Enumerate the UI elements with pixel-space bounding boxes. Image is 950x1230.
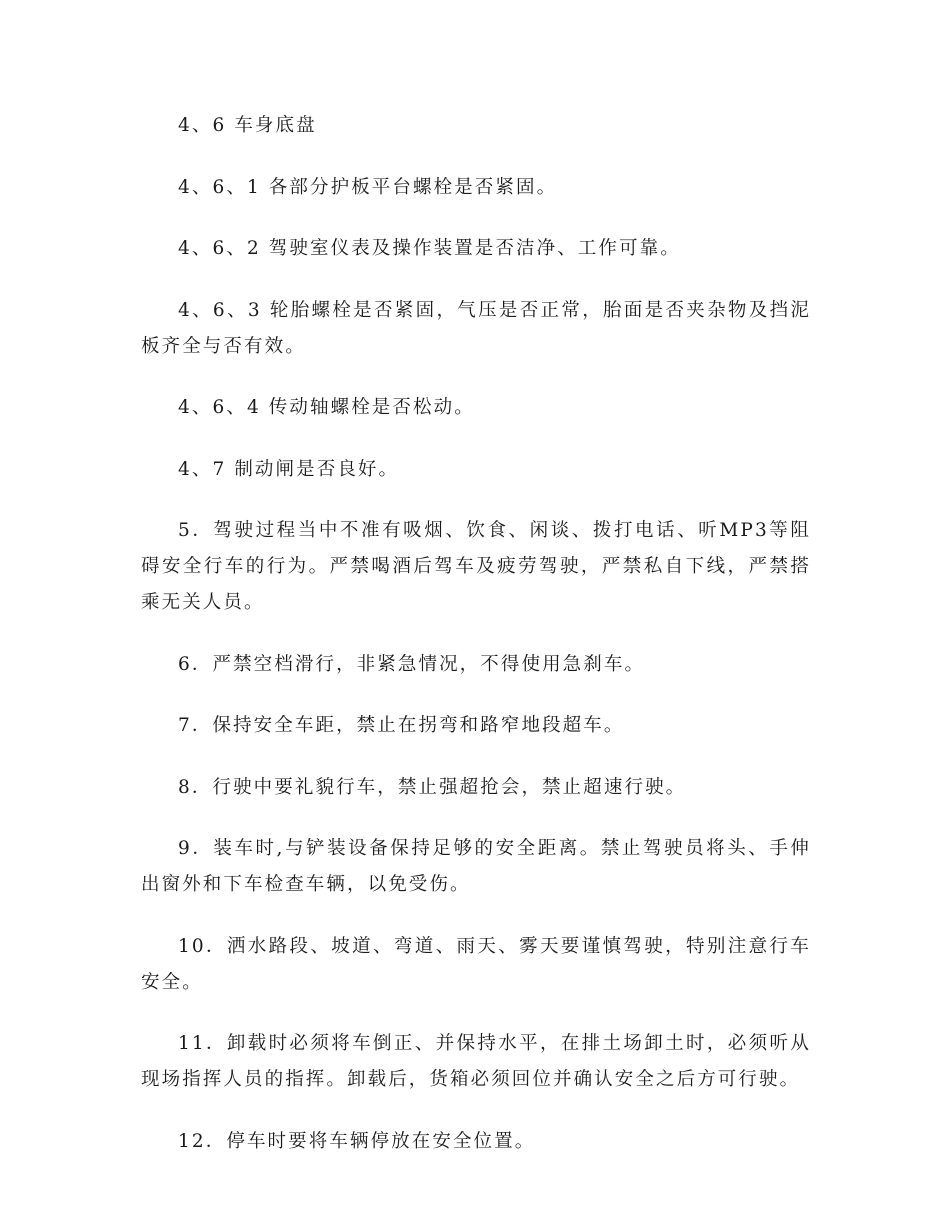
paragraph-4-6-3: 4、6、3 轮胎螺栓是否紧固，气压是否正常，胎面是否夹杂物及挡泥板齐全与否有效。 — [141, 299, 811, 357]
paragraph-4-6-4: 4、6、4 传动轴螺栓是否松动。 — [178, 397, 475, 418]
paragraph-8: 8．行驶中要礼貌行车，禁止强超抢会，禁止超速行驶。 — [178, 776, 687, 798]
paragraph-4-6-1: 4、6、1 各部分护板平台螺栓是否紧固。 — [178, 176, 558, 198]
paragraph-9: 9．装车时,与铲装设备保持足够的安全距离。禁止驾驶员将头、手伸出窗外和下车检查车辆，以免受伤。 — [141, 838, 811, 895]
document-body — [141, 108, 811, 1185]
paragraph-7: 7．保持安全车距，禁止在拐弯和路窄地段超车。 — [178, 715, 625, 736]
paragraph-4-6: 4、6 车身底盘 — [178, 115, 317, 136]
paragraph-6: 6．严禁空档滑行，非紧急情况，不得使用急刹车。 — [178, 653, 646, 675]
paragraph-10: 10．洒水路段、坡道、弯道、雨天、雾天要谨慎驾驶，特别注意行车安全。 — [141, 935, 811, 993]
paragraph-4-6-2: 4、6、2 驾驶室仪表及操作装置是否洁净、工作可靠。 — [178, 238, 681, 259]
paragraph-12: 12．停车时要将车辆停放在安全位置。 — [178, 1130, 536, 1152]
paragraph-5: 5．驾驶过程当中不准有吸烟、饮食、闲谈、拨打电话、听MP3等阻碍安全行车的行为。严禁喝酒后驾车及疲劳驾驶，严禁私自下线，严禁搭乘无关人员。 — [141, 520, 811, 613]
paragraph-4-7: 4、7 制动闸是否良好。 — [178, 458, 400, 480]
paragraph-11: 11．卸载时必须将车倒正、并保持水平，在排土场卸土时，必须听从现场指挥人员的指挥。卸载后，货箱必须回位并确认安全之后方可行驶。 — [141, 1033, 811, 1090]
